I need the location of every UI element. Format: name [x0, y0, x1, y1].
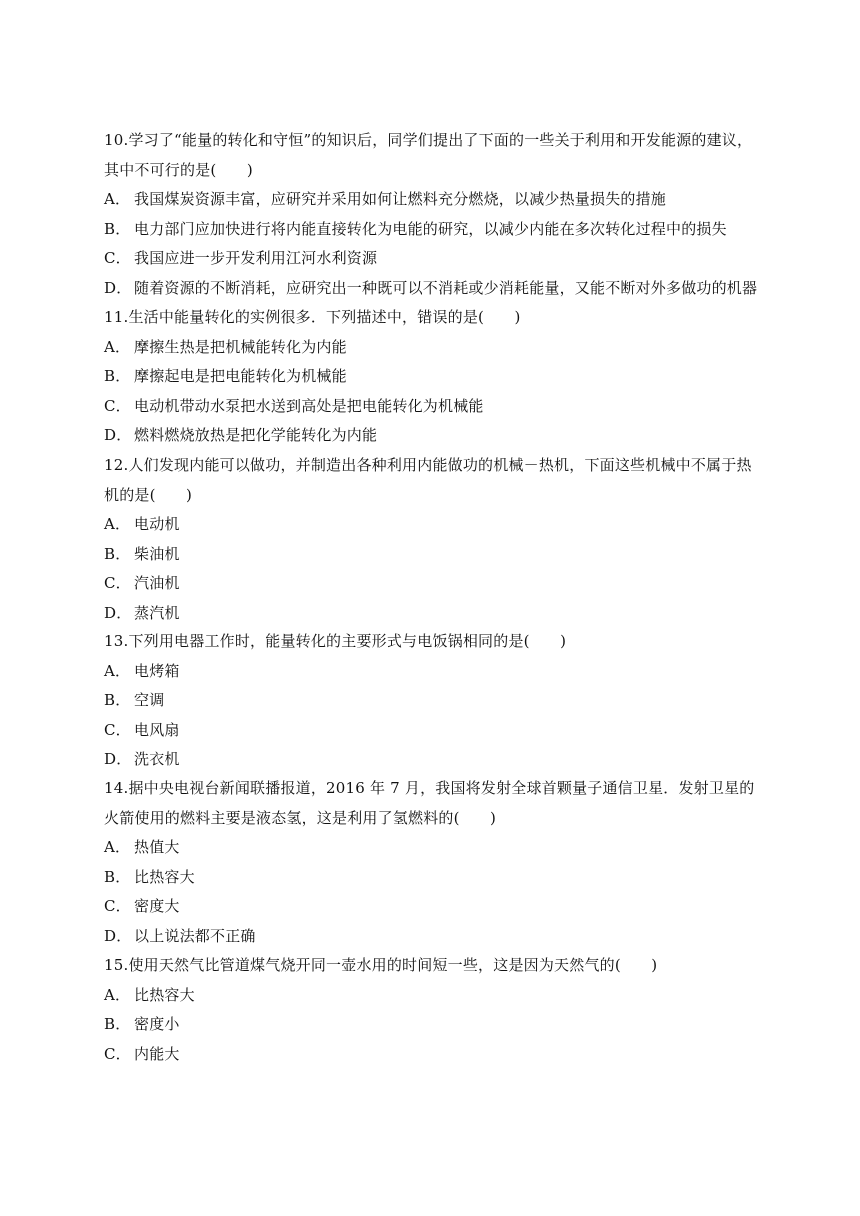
option-d — [104, 745, 764, 775]
option-letter: D． — [104, 926, 132, 945]
option-text: 摩擦起电是把电能转化为机械能 — [134, 367, 347, 385]
option-d — [104, 599, 764, 629]
option-text: 以上说法都不正确 — [134, 926, 256, 945]
question-stem: 11.生活中能量转化的实例很多．下列描述中，错误的是( ) — [104, 308, 521, 326]
option-a — [104, 510, 764, 540]
option-text: 热值大 — [134, 838, 180, 856]
option-text: 电动机 — [134, 515, 180, 533]
option-text: 摩擦生热是把机械能转化为内能 — [134, 337, 347, 356]
option-text: 洗衣机 — [134, 750, 180, 768]
option-letter: B． — [104, 1015, 131, 1033]
option-letter: C． — [104, 897, 131, 915]
option-b — [104, 863, 764, 893]
option-letter: B． — [104, 219, 131, 238]
option-text: 密度大 — [134, 897, 180, 915]
option-d — [104, 274, 764, 304]
option-letter: A． — [104, 515, 131, 533]
option-letter: A． — [104, 985, 131, 1004]
option-text: 密度小 — [134, 1015, 180, 1033]
option-text: 随着资源的不断消耗，应研究出一种既可以不消耗或少消耗能量，又能不断对外多做功的机器 — [134, 278, 758, 297]
option-letter: C． — [104, 720, 131, 739]
option-c — [104, 716, 764, 746]
option-text: 蒸汽机 — [134, 603, 180, 622]
option-text: 汽油机 — [134, 574, 180, 592]
question-stem: 13.下列用电器工作时，能量转化的主要形式与电饭锅相同的是( ) — [104, 632, 567, 650]
option-c — [104, 392, 764, 422]
option-letter: A． — [104, 337, 131, 356]
question-stem: 14.据中央电视台新闻联播报道，2016 年 7 月，我国将发射全球首颗量子通信卫星．发射卫星的火箭使用的燃料主要是液态氢，这是利用了氢燃料的( ) — [104, 779, 755, 827]
option-text: 电烤箱 — [134, 661, 180, 680]
option-text: 电动机带动水泵把水送到高处是把电能转化为机械能 — [134, 396, 484, 415]
question-15 — [104, 951, 764, 1069]
option-letter: A． — [104, 661, 131, 680]
option-c — [104, 244, 764, 274]
question-13 — [104, 627, 764, 775]
option-letter: D． — [104, 278, 132, 297]
option-d — [104, 421, 764, 451]
option-text: 柴油机 — [134, 544, 180, 563]
option-c — [104, 569, 764, 599]
option-text: 比热容大 — [134, 985, 195, 1004]
question-12 — [104, 451, 764, 628]
option-letter: B． — [104, 544, 131, 563]
option-a — [104, 833, 764, 863]
option-text: 电力部门应加快进行将内能直接转化为电能的研究，以减少内能在多次转化过程中的损失 — [134, 219, 727, 238]
option-b — [104, 540, 764, 570]
option-letter: B． — [104, 867, 131, 886]
question-stem: 12.人们发现内能可以做功，并制造出各种利用内能做功的机械－热机，下面这些机械中不属于热机的是( ) — [104, 456, 752, 504]
option-text: 空调 — [134, 691, 165, 709]
option-letter: C． — [104, 1044, 131, 1063]
option-letter: C． — [104, 574, 131, 592]
option-letter: D． — [104, 750, 132, 768]
option-a — [104, 333, 764, 363]
question-11 — [104, 303, 764, 451]
option-letter: D． — [104, 426, 132, 444]
option-letter: D． — [104, 603, 132, 622]
question-14 — [104, 774, 764, 951]
option-letter: C． — [104, 249, 131, 267]
option-text: 燃料燃烧放热是把化学能转化为内能 — [134, 426, 378, 444]
option-text: 比热容大 — [134, 867, 195, 886]
option-letter: A． — [104, 190, 131, 208]
option-b — [104, 362, 764, 392]
option-letter: B． — [104, 691, 131, 709]
option-a — [104, 981, 764, 1011]
option-letter: B． — [104, 367, 131, 385]
question-stem: 10.学习了“能量的转化和守恒”的知识后，同学们提出了下面的一些关于利用和开发能源的建议，其中不可行的是( ) — [104, 131, 753, 179]
option-b — [104, 1010, 764, 1040]
option-c — [104, 1040, 764, 1070]
option-b — [104, 686, 764, 716]
option-text: 内能大 — [134, 1044, 180, 1063]
option-letter: C． — [104, 396, 131, 415]
option-text: 电风扇 — [134, 720, 180, 739]
question-stem: 15.使用天然气比管道煤气烧开同一壶水用的时间短一些，这是因为天然气的( ) — [104, 956, 658, 974]
option-c — [104, 892, 764, 922]
option-b — [104, 215, 764, 245]
option-a — [104, 185, 764, 215]
option-text: 我国应进一步开发利用江河水利资源 — [134, 249, 378, 267]
option-d — [104, 922, 764, 952]
question-10 — [104, 126, 764, 303]
option-letter: A． — [104, 838, 131, 856]
option-text: 我国煤炭资源丰富，应研究并采用如何让燃料充分燃烧，以减少热量损失的措施 — [134, 190, 667, 208]
option-a — [104, 657, 764, 687]
